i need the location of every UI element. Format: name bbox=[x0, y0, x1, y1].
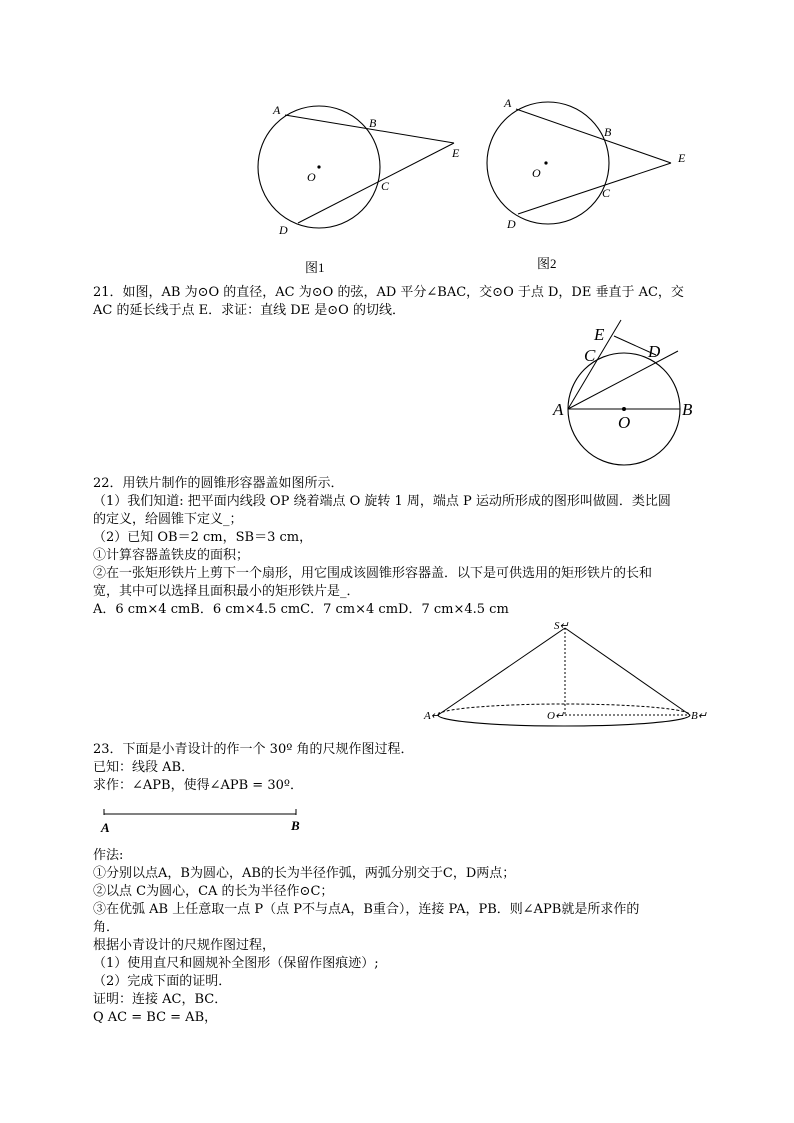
label-d: D bbox=[507, 217, 516, 231]
q22-text-line3: 的定义，给圆锥下定义_； bbox=[93, 512, 243, 527]
q22-cone-figure bbox=[420, 615, 710, 727]
q22-text-line7: 宽，其中可以选择且面积最小的矩形铁片是_． bbox=[93, 584, 360, 599]
center-dot bbox=[622, 407, 626, 411]
label-b: B bbox=[369, 116, 377, 130]
label-d: D bbox=[279, 223, 288, 237]
q21-figure bbox=[550, 318, 710, 472]
label-s: S↵ bbox=[554, 620, 569, 632]
label-b: B↵ bbox=[691, 710, 707, 722]
q22-text-line4: （2）已知 OB＝2 cm，SB＝3 cm， bbox=[93, 530, 313, 545]
q22-options: A．6 cm×4 cmB．6 cm×4.5 cmC．7 cm×4 cmD．7 cm×4.5 cm bbox=[93, 602, 509, 617]
label-a: A bbox=[553, 400, 564, 419]
q23-segment-ab bbox=[96, 805, 316, 837]
secant-de bbox=[518, 163, 671, 214]
label-c: C bbox=[602, 186, 611, 200]
label-e: E bbox=[452, 146, 460, 160]
cone-side-sb bbox=[565, 628, 690, 715]
secant-ae bbox=[516, 109, 671, 163]
q23-text-line4: 作法: bbox=[93, 848, 124, 863]
q22-text-line6: ②在一张矩形铁片上剪下一个扇形，用它围成该圆锥形容器盖．以下是可供选用的矩形铁片的长和 bbox=[93, 566, 653, 581]
q22-text-line5: ①计算容器盖铁皮的面积； bbox=[93, 548, 250, 563]
q23-step2: ②以点 C为圆心，CA 的长为半径作⊙C； bbox=[93, 884, 334, 899]
label-a: A↵ bbox=[424, 710, 440, 722]
q22-text-line1: 22．用铁片制作的圆锥形容器盖如图所示． bbox=[93, 476, 344, 491]
label-c: C bbox=[381, 179, 390, 193]
label-o: O bbox=[532, 166, 541, 180]
q23-text-line3: 求作：∠APB，使得∠APB = 30º． bbox=[93, 778, 303, 793]
label-a: A bbox=[273, 103, 281, 117]
label-b: B bbox=[291, 818, 300, 833]
figure-1-caption: 图1 bbox=[305, 260, 325, 275]
center-dot bbox=[317, 165, 320, 168]
label-a: A bbox=[101, 820, 110, 835]
label-e: E bbox=[594, 325, 605, 344]
q23-part1: （1）使用直尺和圆规补全图形（保留作图痕迹）; bbox=[93, 956, 379, 971]
q23-proof-line2: Q AC = BC = AB， bbox=[93, 1010, 218, 1025]
figure-1 bbox=[240, 95, 480, 245]
q22-text-line2: （1）我们知道: 把平面内线段 OP 绕着端点 O 旋转 1 周，端点 P 运动所形成的图形叫做圆．类比圆 bbox=[93, 494, 671, 509]
label-a: A bbox=[504, 96, 512, 110]
center-dot bbox=[544, 161, 547, 164]
cone-side-sa bbox=[438, 628, 565, 715]
label-o: O bbox=[307, 170, 316, 184]
label-o: O bbox=[618, 413, 631, 432]
q23-text-line1: 23．下面是小青设计的作一个 30º 角的尺规作图过程． bbox=[93, 742, 414, 757]
q23-step3-cont: 角． bbox=[93, 920, 120, 935]
label-d: D bbox=[648, 342, 661, 361]
q23-proof-line1: 证明：连接 AC，BC． bbox=[93, 992, 228, 1007]
q21-text-line2: AC 的延长线于点 E．求证：直线 DE 是⊙O 的切线． bbox=[93, 303, 405, 318]
label-b: B bbox=[682, 400, 693, 419]
q21-text-line1: 21．如图，AB 为⊙O 的直径，AC 为⊙O 的弦，AD 平分∠BAC，交⊙O 于点 D，DE 垂直于 AC，交 bbox=[93, 285, 684, 300]
figure-2-caption: 图2 bbox=[537, 256, 557, 271]
q23-part2: （2）完成下面的证明． bbox=[93, 974, 232, 989]
q23-step3: ③在优弧 AB 上任意取一点 P（点 P不与点A，B重合），连接 PA，PB．则∠APB就是所求作的 bbox=[93, 902, 640, 917]
label-o: O↵ bbox=[547, 710, 565, 722]
secant-de bbox=[298, 143, 454, 223]
label-c: C bbox=[584, 346, 596, 365]
q23-text-line9: 根据小青设计的尺规作图过程， bbox=[93, 938, 276, 953]
label-b: B bbox=[604, 125, 612, 139]
q23-step1: ①分别以点A，B为圆心，AB的长为半径作弧，两弧分别交于C，D两点； bbox=[93, 866, 516, 881]
q23-text-line2: 已知：线段 AB． bbox=[93, 760, 195, 775]
label-e: E bbox=[678, 151, 686, 165]
figure-2 bbox=[478, 92, 708, 242]
